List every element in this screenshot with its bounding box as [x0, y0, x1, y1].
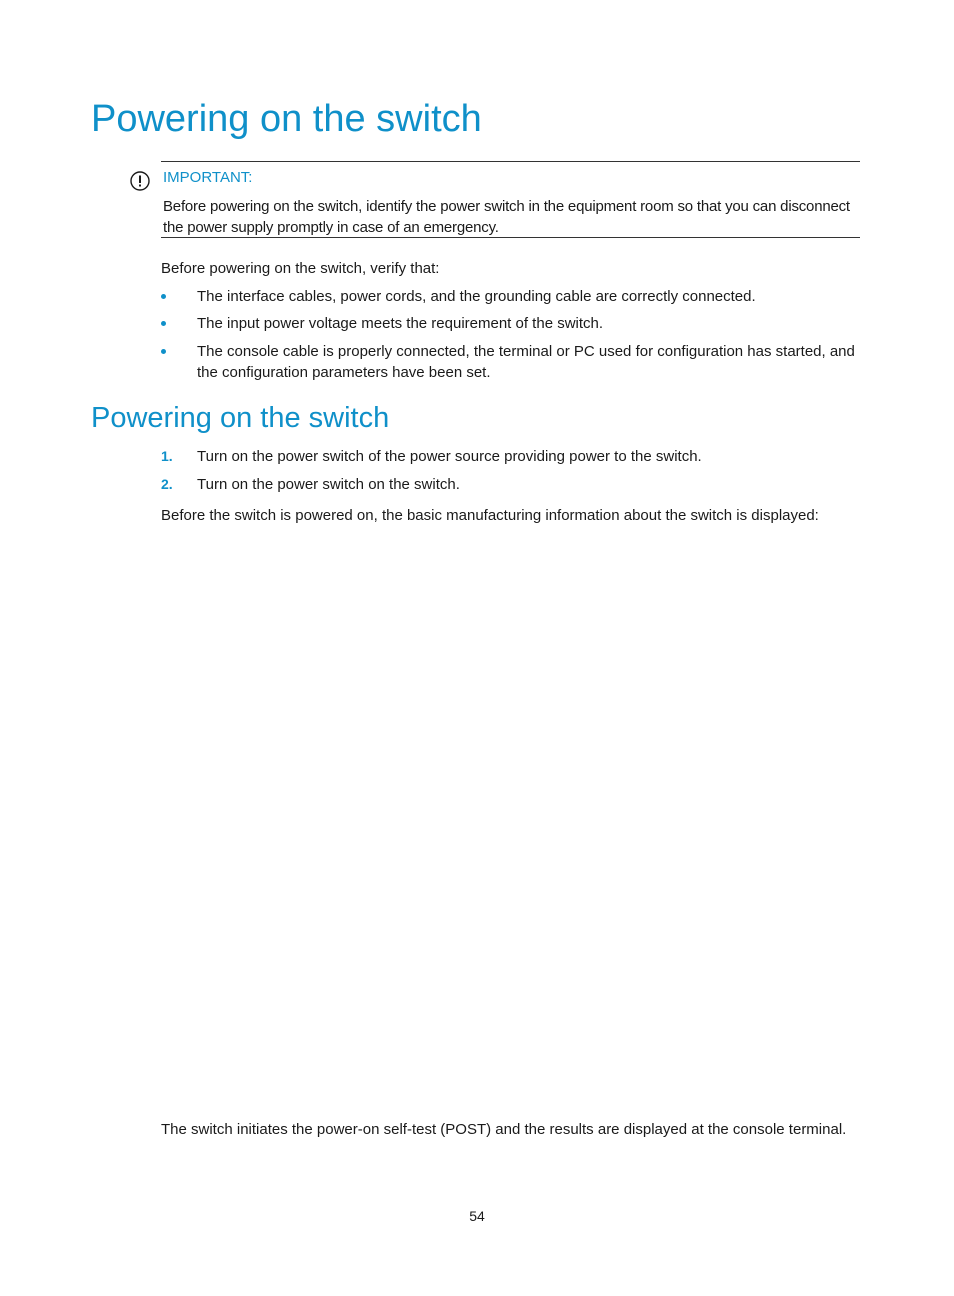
step-text: Turn on the power switch on the switch. — [197, 476, 460, 493]
post-paragraph: The switch initiates the power-on self-test (POST) and the results are displayed at the console terminal. — [161, 1121, 847, 1138]
step-number: 1. — [161, 448, 173, 464]
manufacturing-info-intro: Before the switch is powered on, the basic manufacturing information about the switch is displayed: — [161, 507, 819, 524]
verify-intro: Before powering on the switch, verify that: — [161, 260, 440, 277]
important-icon — [129, 170, 151, 192]
bullet — [161, 349, 166, 354]
bullet — [161, 294, 166, 299]
checklist-item: The console cable is properly connected, the terminal or PC used for configuration has started, and the configuration parameters have been set. — [197, 343, 855, 381]
important-bottom-rule — [161, 237, 860, 238]
important-top-rule — [161, 161, 860, 162]
bullet — [161, 321, 166, 326]
page-number: 54 — [469, 1208, 485, 1224]
checklist-item: The interface cables, power cords, and the grounding cable are correctly connected. — [197, 288, 756, 305]
section-heading: Powering on the switch — [91, 402, 390, 434]
important-label: IMPORTANT: — [163, 169, 253, 186]
page-title: Powering on the switch — [91, 98, 482, 140]
step-text: Turn on the power switch of the power source providing power to the switch. — [197, 448, 702, 465]
checklist-item: The input power voltage meets the requirement of the switch. — [197, 315, 604, 332]
step-number: 2. — [161, 476, 173, 492]
important-text: Before powering on the switch, identify the power switch in the equipment room so that you can disconnect the power supply promptly in case of an emergency. — [163, 198, 850, 236]
